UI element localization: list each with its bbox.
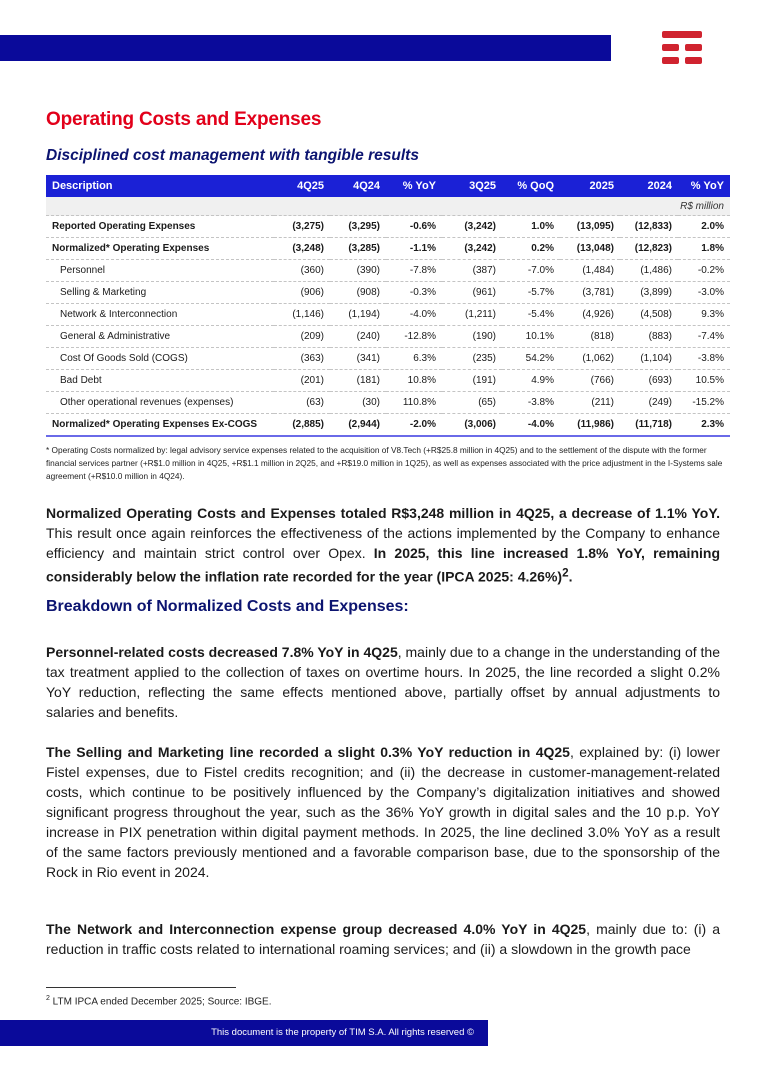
table-cell: (387) (442, 260, 502, 282)
table-cell: -15.2% (678, 392, 730, 414)
table-row (46, 216, 730, 238)
table-row (46, 370, 730, 392)
table-cell: 1.8% (678, 238, 730, 260)
row-label: Reported Operating Expenses (46, 216, 274, 238)
table-cell: (1,104) (620, 348, 678, 370)
table-cell: (11,986) (560, 414, 620, 437)
table-cell: (390) (330, 260, 386, 282)
table-cell: -2.0% (386, 414, 442, 437)
table-cell: (63) (274, 392, 330, 414)
personnel-paragraph: Personnel-related costs decreased 7.8% YoY in 4Q25, mainly due to a change in the understanding of the tax treatment applied to the collection of taxes on overtime hours. In 2025, the line recorded a slight 0.2% YoY reduction, reflecting the same effects mentioned above, partially offset by annual adjustments to salaries and benefits. (46, 644, 720, 720)
table-cell: 0.2% (502, 238, 560, 260)
summary-paragraph: Normalized Operating Costs and Expenses totaled R$3,248 million in 4Q25, a decrease of 1.1% YoY. This result once again reinforces the effectiveness of the actions implemented by the Company to enhance efficiency and maintain strict control over Opex. In 2025, this line increased 1.8% YoY, remaining considerably below the inflation rate recorded for the year (IPCA 2025: 4.26%)$^2$. (46, 505, 720, 585)
table-cell: (12,823) (620, 238, 678, 260)
table-cell: -1.1% (386, 238, 442, 260)
table-cell: 110.8% (386, 392, 442, 414)
table-cell: (341) (330, 348, 386, 370)
table-cell: (766) (560, 370, 620, 392)
table-cell: (1,146) (274, 304, 330, 326)
table-row (46, 282, 730, 304)
table-cell: (1,484) (560, 260, 620, 282)
table-cell: (240) (330, 326, 386, 348)
table-cell: 1.0% (502, 216, 560, 238)
table-row (46, 414, 730, 437)
table-cell: (363) (274, 348, 330, 370)
table-cell: (693) (620, 370, 678, 392)
table-cell: (211) (560, 392, 620, 414)
table-cell: 10.5% (678, 370, 730, 392)
selling-marketing-paragraph: The Selling and Marketing line recorded a slight 0.3% YoY reduction in 4Q25, explained by: (i) lower Fistel expenses, due to Fistel credits recognition; and (ii) the decrease in customer-management-related costs, which continue to be positively influenced by the Company’s digitalization initiatives and showed significant progress throughout the year, such as the 36% YoY growth in digital sales and the 10 p.p. YoY increase in PIX penetration within digital payment methods. In 2025, the line declined 3.0% YoY as a result of the same factors previously mentioned and a favorable comparison base, due to the sponsorship of the Rock in Rio event in 2024. (46, 744, 720, 880)
table-cell: (3,275) (274, 216, 330, 238)
table-row (46, 348, 730, 370)
table-cell: -12.8% (386, 326, 442, 348)
table-cell: (249) (620, 392, 678, 414)
column-header: % YoY (678, 175, 730, 197)
column-header: % YoY (386, 175, 442, 197)
row-label: General & Administrative (46, 326, 274, 348)
row-label: Normalized* Operating Expenses (46, 238, 274, 260)
table-cell: (3,899) (620, 282, 678, 304)
table-cell: -4.0% (386, 304, 442, 326)
footnote-ref: 2 (562, 566, 569, 579)
table-cell: (4,508) (620, 304, 678, 326)
table-cell: 10.1% (502, 326, 560, 348)
table-row (46, 238, 730, 260)
table-cell: (30) (330, 392, 386, 414)
table-cell: (13,095) (560, 216, 620, 238)
row-label: Personnel (46, 260, 274, 282)
table-cell: (3,295) (330, 216, 386, 238)
table-cell: (2,944) (330, 414, 386, 437)
table-cell: (12,833) (620, 216, 678, 238)
table-cell: (906) (274, 282, 330, 304)
table-cell: 2.0% (678, 216, 730, 238)
units-row (46, 197, 730, 216)
table-cell: (209) (274, 326, 330, 348)
table-cell: (191) (442, 370, 502, 392)
table-cell: -7.4% (678, 326, 730, 348)
table-title: Disciplined cost management with tangible results (46, 147, 419, 164)
table-cell: (1,486) (620, 260, 678, 282)
table-cell: (4,926) (560, 304, 620, 326)
table-cell: (818) (560, 326, 620, 348)
footer-copyright: This document is the property of TIM S.A. All rights reserved © (211, 1027, 474, 1038)
table-cell: -4.0% (502, 414, 560, 437)
table-row (46, 260, 730, 282)
table-cell: (201) (274, 370, 330, 392)
table-cell: (13,048) (560, 238, 620, 260)
table-cell: (961) (442, 282, 502, 304)
table-cell: (181) (330, 370, 386, 392)
table-row (46, 304, 730, 326)
table-cell: 9.3% (678, 304, 730, 326)
table-cell: -7.8% (386, 260, 442, 282)
table-header-row (46, 175, 730, 197)
column-header: 2024 (620, 175, 678, 197)
table-cell: (3,248) (274, 238, 330, 260)
table-cell: -3.8% (678, 348, 730, 370)
units-label: R$ million (46, 197, 730, 216)
tim-logo-icon (662, 31, 702, 65)
table-cell: (1,062) (560, 348, 620, 370)
column-header: 4Q25 (274, 175, 330, 197)
table-cell: (190) (442, 326, 502, 348)
table-cell: -0.6% (386, 216, 442, 238)
table-cell: (1,211) (442, 304, 502, 326)
column-header: 4Q24 (330, 175, 386, 197)
header-bar (0, 35, 611, 61)
table-cell: -0.2% (678, 260, 730, 282)
table-cell: -7.0% (502, 260, 560, 282)
table-cell: 4.9% (502, 370, 560, 392)
page-footnote: $^2$ LTM IPCA ended December 2025; Source: IBGE. (46, 995, 272, 1008)
table-cell: -5.7% (502, 282, 560, 304)
table-cell: -0.3% (386, 282, 442, 304)
table-row (46, 326, 730, 348)
table-cell: -5.4% (502, 304, 560, 326)
footer-bar (0, 1020, 488, 1046)
row-label: Bad Debt (46, 370, 274, 392)
table-cell: (360) (274, 260, 330, 282)
table-cell: (3,006) (442, 414, 502, 437)
table-cell: (1,194) (330, 304, 386, 326)
table-cell: (3,781) (560, 282, 620, 304)
table-cell: (65) (442, 392, 502, 414)
row-label: Selling & Marketing (46, 282, 274, 304)
table-cell: (3,242) (442, 238, 502, 260)
table-cell: (235) (442, 348, 502, 370)
table-cell: -3.8% (502, 392, 560, 414)
row-label: Normalized* Operating Expenses Ex-COGS (46, 414, 274, 437)
table-cell: 6.3% (386, 348, 442, 370)
table-row (46, 392, 730, 414)
column-header: % QoQ (502, 175, 560, 197)
table-cell: (11,718) (620, 414, 678, 437)
table-cell: (908) (330, 282, 386, 304)
table-cell: 54.2% (502, 348, 560, 370)
page-title: Operating Costs and Expenses (46, 109, 322, 130)
operating-costs-table (46, 175, 730, 437)
column-header: 2025 (560, 175, 620, 197)
table-cell: (883) (620, 326, 678, 348)
column-header: Description (46, 175, 274, 197)
row-label: Network & Interconnection (46, 304, 274, 326)
row-label: Cost Of Goods Sold (COGS) (46, 348, 274, 370)
footnote-divider (46, 987, 236, 988)
network-paragraph: The Network and Interconnection expense group decreased 4.0% YoY in 4Q25, mainly due to: (i) a reduction in traffic costs related to international roaming services; and (ii) a slowdown in the growth pace (46, 921, 720, 957)
table-cell: (3,285) (330, 238, 386, 260)
table-cell: (3,242) (442, 216, 502, 238)
table-cell: 2.3% (678, 414, 730, 437)
table-cell: 10.8% (386, 370, 442, 392)
table-cell: -3.0% (678, 282, 730, 304)
column-header: 3Q25 (442, 175, 502, 197)
section-heading: Breakdown of Normalized Costs and Expenses: (46, 598, 409, 615)
table-footnote: * Operating Costs normalized by: legal advisory service expenses related to the acquisition of V8.Tech (+R$25.8 million in 4Q25) and to the settlement of the dispute with the former financial services partner (+R$1.0 million in 4Q25, +R$1.1 million in 2Q25, and +R$19.0 million in 1Q25), as well as expenses associated with the price adjustment in the I-Systems sale agreement (+R$10.0 million in 4Q24). (46, 445, 723, 481)
table-cell: (2,885) (274, 414, 330, 437)
row-label: Other operational revenues (expenses) (46, 392, 274, 414)
